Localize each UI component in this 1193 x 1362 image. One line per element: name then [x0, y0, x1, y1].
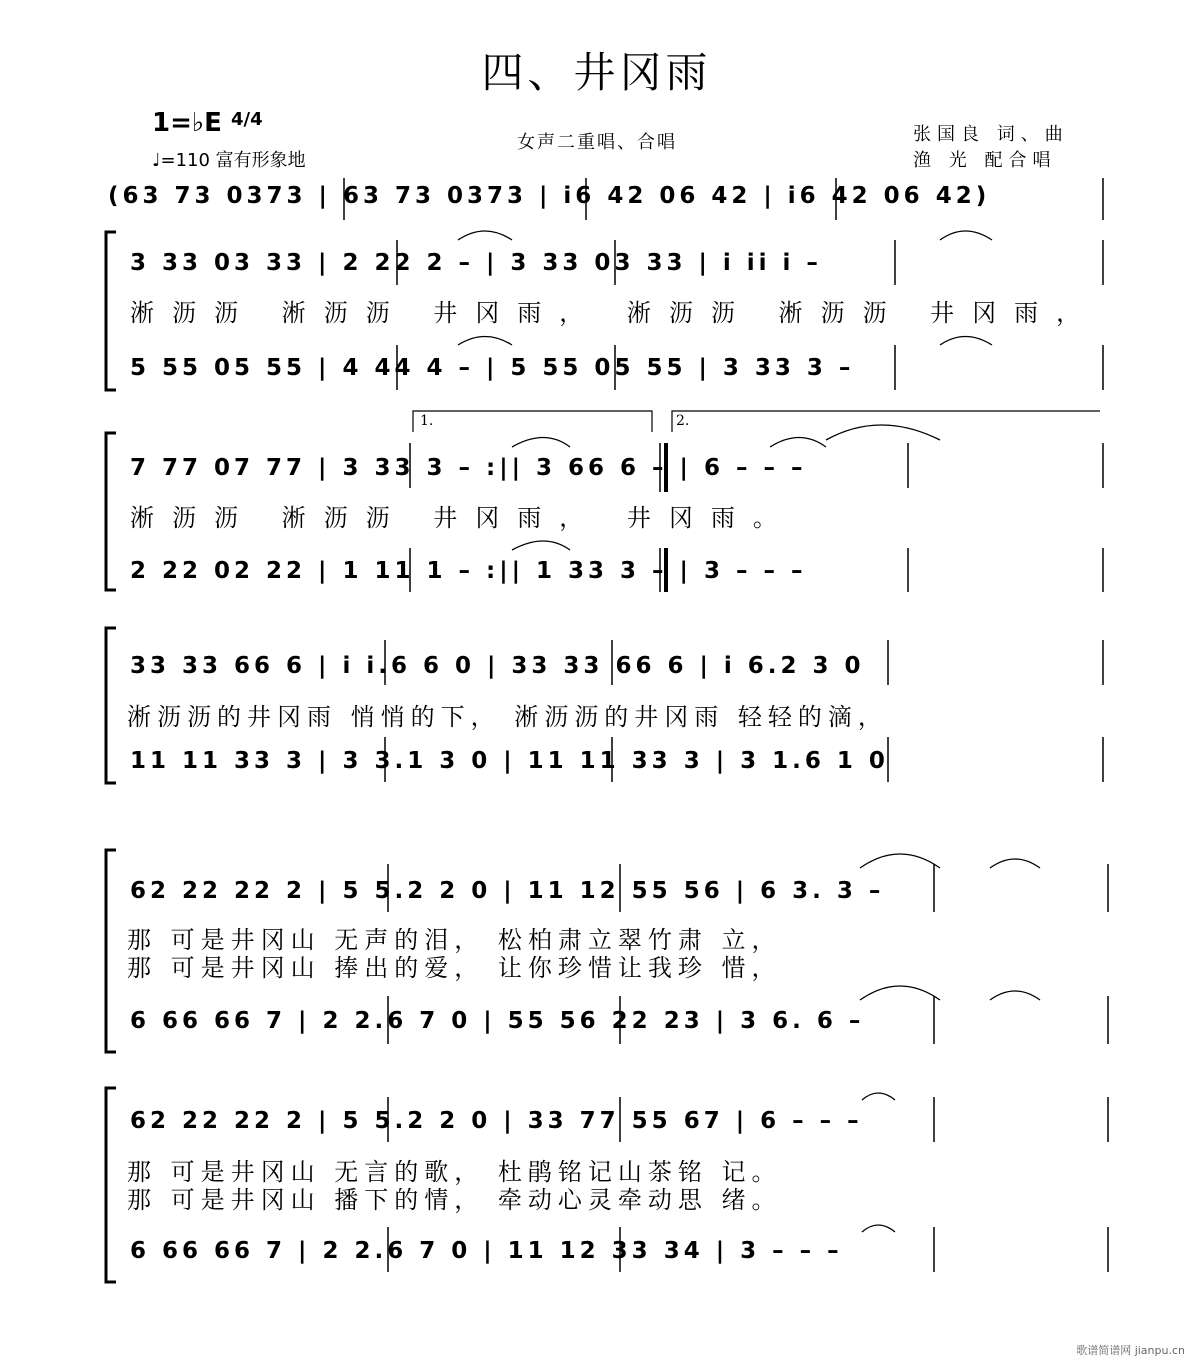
time-signature: 4/4	[230, 109, 263, 130]
composer-credit: 张国良 词、曲	[913, 124, 1069, 145]
system5-lyric2: 那 可是井冈山 播下的情， 牵动心灵牵动思 绪。	[127, 1186, 782, 1214]
system4-lyric1: 那 可是井冈山 无声的泪， 松柏肃立翠竹肃 立，	[127, 926, 782, 954]
key-signature: 1=♭E $^{4/4}$	[152, 108, 263, 138]
system3-upper: 33 33 66 6 | i i.6 6 0 | 33 33 66 6 | i 6.2 3 0	[130, 653, 865, 679]
system4-lyric2: 那 可是井冈山 捧出的爱， 让你珍惜让我珍 惜，	[127, 954, 782, 982]
arranger-credit: 渔 光 配合唱	[913, 150, 1057, 171]
system3-lyric: 淅沥沥的井冈雨 悄悄的下， 淅沥沥的井冈雨 轻轻的滴，	[127, 703, 888, 731]
voicing-label: 女声二重唱、合唱	[517, 132, 677, 153]
system4-lower: 6 66 66 7 | 2 2.6 7 0 | 55 56 22 23 | 3 6. 6 –	[130, 1008, 865, 1034]
watermark: 歌谱简谱网 jianpu.cn	[1076, 1344, 1185, 1357]
volta-first: 1.	[420, 413, 434, 429]
system3-lower: 11 11 33 3 | 3 3.1 3 0 | 11 11 33 3 | 3 1.6 1 0	[130, 748, 889, 774]
system2-upper: 7 77 07 77 | 3 33 3 – :|| 3 66 6 – | 6 – – –	[130, 455, 807, 481]
system1-lyric: 淅沥沥 淅沥沥 井冈雨， 淅沥沥 淅沥沥 井冈雨，	[130, 299, 1099, 327]
system5-lower: 6 66 66 7 | 2 2.6 7 0 | 11 12 33 34 | 3 – – –	[130, 1238, 843, 1264]
system5-upper: 62 22 22 2 | 5 5.2 2 0 | 33 77 55 67 | 6 – – –	[130, 1108, 863, 1134]
system1-lower: 5 55 05 55 | 4 44 4 – | 5 55 05 55 | 3 33 3 –	[130, 355, 855, 381]
volta-second: 2.	[676, 413, 690, 429]
intro-line: (63 73 0373 | 63 73 0373 | i6 42 06 42 | i6 42 06 42)	[108, 183, 991, 209]
system1-upper: 3 33 03 33 | 2 22 2 – | 3 33 03 33 | i ii i –	[130, 250, 822, 276]
system4-upper: 62 22 22 2 | 5 5.2 2 0 | 11 12 55 56 | 6 3. 3 –	[130, 878, 885, 904]
song-title: 四、井冈雨	[481, 48, 712, 97]
system2-lower: 2 22 02 22 | 1 11 1 – :|| 1 33 3 – | 3 – – –	[130, 558, 807, 584]
system5-lyric1: 那 可是井冈山 无言的歌， 杜鹃铭记山茶铭 记。	[127, 1158, 782, 1186]
system2-lyric: 淅沥沥 淅沥沥 井冈雨， 井冈雨。	[130, 504, 795, 532]
tempo-marking: ♩=110 富有形象地	[152, 150, 306, 171]
